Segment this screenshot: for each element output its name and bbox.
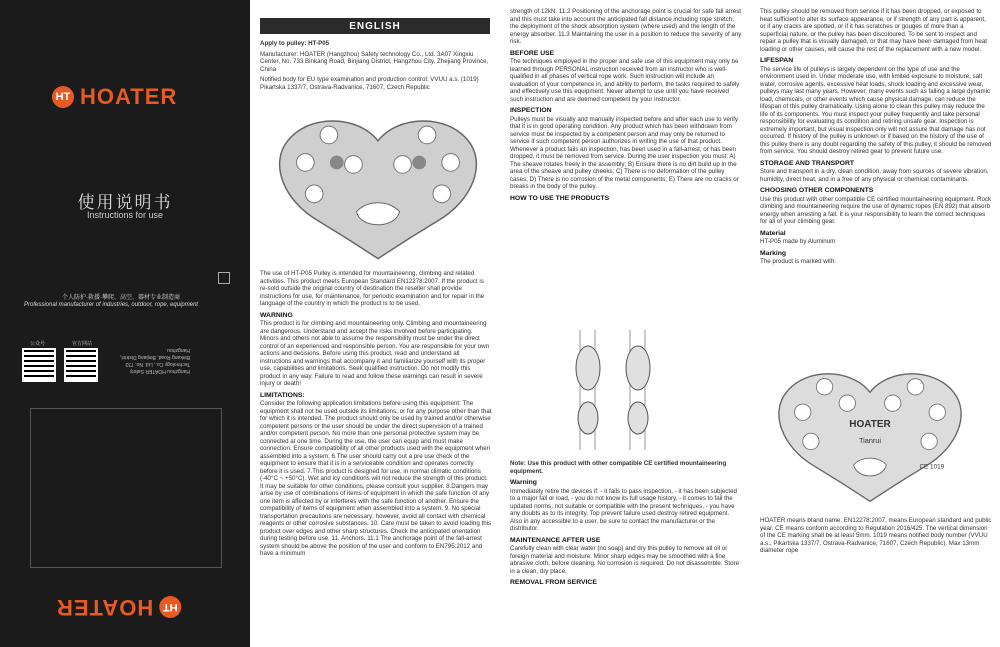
choosing-text: Use this product with other compatible CE certified mountaineering equipment. Rock climbing and mountaineering require the use of dynamic ropes (EN 892) that absorb energy when arresting a fall. It is your responsibility to learn the correct techniques for all of your climbing gear.	[760, 195, 992, 225]
tagline-cn: 个人防护·救援·攀爬、高空、器材专业制造商	[62, 295, 180, 301]
retire-warning-text: Immediately retire the devices if: - it fails to pass inspection, - it has been subjected to a major fall or load, - you do not know its full usage history, - it comes to fail the updated norms, not suitable or compatible with the present techniques, - you have any doubts as to its integrity. Top prevent failure used destroy retired equipment. Also in any accessible to a user, be sure to contact the manufacturer or the distributor.	[510, 487, 737, 532]
book-icon	[218, 272, 230, 284]
qr-code-icon	[64, 348, 98, 382]
qr-left-label: 公众号	[30, 341, 46, 347]
column-2-body	[510, 460, 742, 588]
brand-mark-icon: HT	[52, 86, 74, 108]
tagline-en: Professional manufacturer of industries, outdoor, rope, equipment	[24, 302, 199, 308]
pulley-illustration	[270, 112, 486, 262]
brand-name: HOATER	[80, 84, 178, 109]
removal-text: This pulley should be removed from service if it has been dropped, or exposed to heat sufficient to alter its surface appearance, or if strength of any part is apparent, or if any cracks are spotted, or if it has scratches or gouges of more than a superficial nature, or the pulley has been discoloured. To be sent to inspect and repair a pulley that is visually damaged, or that may have been damaged from heat loading or other causes, will cause the rest of the replacement with a new model.	[760, 8, 988, 53]
column-3	[760, 8, 992, 269]
pulley-model-label: Tianrui	[859, 436, 881, 446]
lifespan-heading: LIFESPAN	[760, 57, 794, 64]
inspection-heading: INSPECTION	[510, 107, 552, 114]
marked-pulley-illustration	[770, 360, 970, 510]
manual-title-cn: 使用说明书	[77, 193, 173, 212]
language-header: ENGLISH	[260, 18, 490, 34]
manufacturer-text: Manufacturer: HOATER (Hangzhou) Safety technology Co., Ltd. 3A07 Xingxiu Center, No. 733 Binkang Road, Binjiang District, Hangzhou City, Zhejiang Province, China	[260, 50, 489, 73]
how-to-heading: HOW TO USE THE PRODUCTS	[510, 194, 610, 202]
before-use-text: The techniques employed in the proper and safe use of this equipment may only be learned through PERSONAL instruction received from an instructor who is well-qualified in all phases of vertical rope work. Such instruction will include an evaluation of your competence in, and ability to perform, the tasks required to safely and effectively use this equipment. Never attempt to use until you have received such instruction and are deemed competent by your instructor.	[510, 58, 740, 103]
material-heading: Material	[760, 229, 786, 237]
brand-logo	[52, 84, 177, 110]
manual-title-en: Instructions for use	[86, 210, 164, 220]
qr-right-label: 官方网站	[72, 341, 93, 347]
apply-text: Apply to pulley: HT-P05	[260, 40, 330, 47]
choosing-heading: CHOOSING OTHER COMPONENTS	[760, 187, 874, 194]
intro-text: The use of HT-P05 Pulley is intended for mountaineering, climbing and related activities. This product meets European Standard EN12278:2007. If the product is re-sold outside the original country of destination the reseller shall provide instructions for use, for maintenance, for periodic examination and for repair in the language of the country in which the product is to be used.	[260, 270, 485, 307]
brand-mark-icon: HT	[159, 596, 181, 618]
retire-warning-heading: Warning	[510, 479, 537, 486]
maintenance-heading: MAINTENANCE AFTER USE	[510, 536, 601, 544]
notified-body-text: Notified body for EU type examination and production control: VVUU a.s. (1019) Pikartska 1337/7, Ostrava-Radvanice, 71607, Czech Republic	[260, 76, 479, 91]
limitations-heading: LIMITATIONS:	[260, 391, 305, 399]
material-text: HT-P05 made by Aluminum	[760, 238, 836, 245]
column-2	[510, 8, 742, 203]
lifespan-text: The service life of pulleys is largely dependent on the type of use and the environment used in. Under moderate use, with limited exposure to moisture, salt water, corrosive agents, excessive heat loads, shock loading and excessive wear, pulleys may last many years. However, many events such as falling a large dynamic load, chemicals, or other events which cause physical damage, can reduce the lifespan of this pulley dramatically. Using alone to clean this pulley may reduce the life of its components. You must inspect your pulley frequently and take personal responsibility for evaluating its condition and retiring unsafe gear. Inspection is extremely important, but visual inspection only will not assure that damage has not occurred. If history of the pulley is unknown or if based on the history of the use of this pulley there is any doubt regarding the safety of this pulley, it should be removed from service. You should destroy retired gear to prevent future use.	[760, 65, 992, 155]
column-1-body	[260, 270, 492, 561]
warning-text: This product is for climbing and mountaineering only. Climbing and mountaineering are dangerous. Understand and accept the risks involved before participating. Minors and others not able to assume the responsibility must be under the direct control of an experienced and responsible person. You are responsible for your own actions and decisions. Before using this product, read and understand all instructions and warnings that accompany it and familiarize yourself with its proper use, capabilities and limitations. Seek qualified instruction. Do not modify this product in any way. Failure to read and follow these warnings can result in severe injury or death!	[260, 320, 490, 387]
company-info-flipped: Hangzhou HOATER Safety Technology Co., Ltd. No. 733 Binkang Road, Binjiang District, Hangzhou	[119, 347, 190, 374]
before-use-heading: BEFORE USE	[510, 49, 555, 57]
pulley-brand-label: HOATER	[849, 418, 891, 430]
limitations-text: Consider the following application limitations before using this equipment: The equipment shall not be used outside its limitations, or for any purpose other than that for which it is intended. The product should only be used by trained and/or otherwise competent persons or the user should be under the direct supervision of a trained and/or competent person. No more than one personal protective system may be connected at one time. During the use, the user can equip and must make connection. Ensure compatibility of all other products used with the equipment when assembled into a system. 6.The user should carry out a pre use check of the equipment to ensure that it is in a serviceable condition and operates correctly before it is used. 7.This product is designed for use, in normal climatic conditions (-40°C ~ +50°C). Wet and icy conditions will not reduce the strength of this product. It may be suitable for other conditions, please consult your supplier. 8.Dangers may arise by use of combinations of items of equipment in which the safe function of any one item is affected by or interferes with the safe function of another. Ensure the compatibility of items of equipment when assembled into a system. 9. No special transportation precautions are necessary; however, avoid all contact with chemical reagents or other corrosive substances. 10. Care must be taken to avoid loading this product over edges and other sharp structures. Check the anticipated orientation during testing before use. 11. Anchors. 11.1 The anchorage point of the fall-arrest system should be above the position of the user and conform to EN795:2012 and have a minimum	[260, 400, 492, 557]
cover-panel	[0, 0, 250, 647]
marking-text: The product is marked with:	[760, 258, 836, 265]
pulley-cert-label: CE 1019	[919, 463, 945, 471]
usage-diagram	[560, 330, 680, 455]
brand-logo-flipped	[56, 594, 181, 620]
qr-code-icon	[22, 348, 56, 382]
removal-heading: REMOVAL FROM SERVICE	[510, 579, 597, 586]
marking-legend	[760, 517, 992, 558]
marking-legend-text: HOATER means brand name. EN12278:2007, means European standard and public year, CE means conform according to Regulation 2016/425. The vertical dimension of the CE marking shall be at least 5mm. 1019 means notified body number (VVUU a.s., Pikartska 1337/7, Ostrava-Radvanice, 71607, Czech Republic). Max 13mm diameter rope	[760, 517, 992, 554]
blank-box	[30, 408, 222, 568]
column-1	[260, 40, 492, 94]
maintenance-text: Carefully clean with clear water (no soap) and dry this pulley to remove all oil or foreign material and moisture. Minor sharp edges may be smoothed with a fine abrasive cloth, before cleaning. No corrosion is required. Do not disassemble. Store in a clean, dry place.	[510, 545, 740, 575]
compatibility-note: Note: Use this product with other compatible CE certified mountaineering equipment.	[510, 460, 727, 475]
marking-heading: Marking	[760, 249, 787, 257]
anchor-cont-text: strength of 12kN. 11.2 Positioning of the anchorage point is crucial for safe fall arrest and this must take into account the anticipated fall distance including rope stretch, the deployment of the shock absorption system (where used) and the length of the energy absorber. 11.3 Maintaining the user in a position to reduce the severity of any risk.	[510, 8, 742, 45]
warning-heading: WARNING	[260, 311, 293, 319]
storage-text: Store and transport in a dry, clean condition, away from sources of severe vibration, humidity, direct heat, and in a free of any physical or chemical contaminants.	[760, 168, 989, 183]
brand-name: HOATER	[56, 595, 154, 620]
inspection-text: Pulleys must be visually and manually inspected before and after each use to verify that it is in good operating condition. Any product which has been withdrawn from service must be inspected by a competent person and may only be returned to service if such competent person authorizes in writing the use of that product. Whenever a product fails an inspection, has been used in a fall-arrest, or has been dropped, it must be removed from service. During the user inspection you must: A) The sheave rotates freely in the assembly; B) Ensure there is no dirt build up in the area of the sheave and pulley cheeks; C) There is no deformation of the pulley cases; D) There is no corrosion of the metal components; E) There are no cracks or breaks in the body of the pulley.	[510, 115, 739, 190]
storage-heading: STORAGE AND TRANSPORT	[760, 159, 855, 167]
